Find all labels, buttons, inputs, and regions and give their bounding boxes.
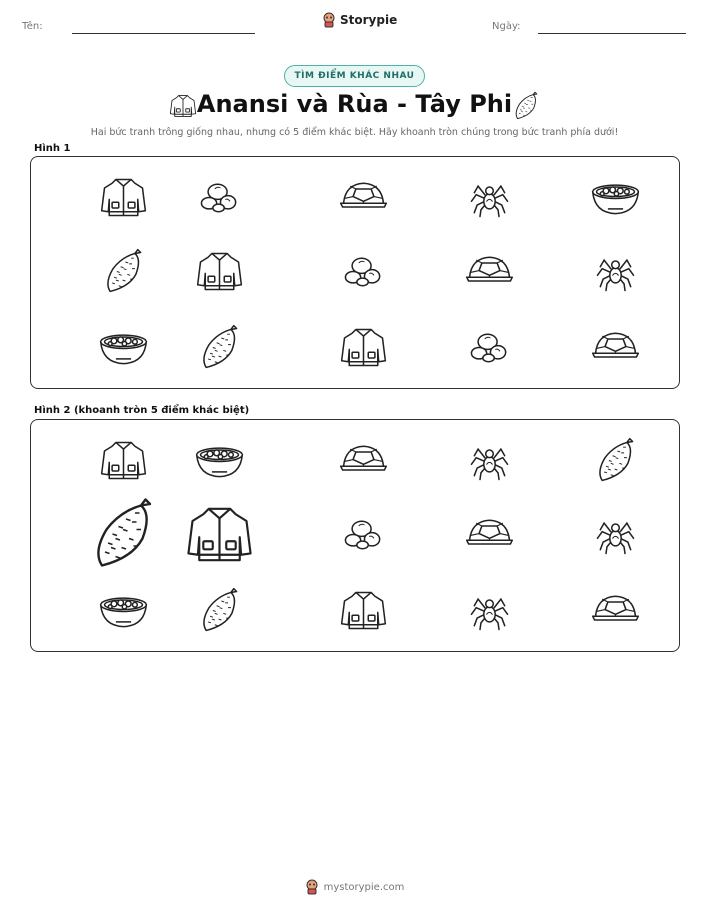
turtle-shell-icon xyxy=(461,243,518,300)
jacket-icon xyxy=(95,169,152,226)
yam-icon xyxy=(191,319,248,376)
rocks-icon xyxy=(335,243,392,300)
turtle-shell-icon xyxy=(335,169,392,226)
jacket-icon[interactable] xyxy=(335,582,392,639)
activity-badge: TÌM ĐIỂM KHÁC NHAU xyxy=(284,65,425,87)
picture-1-panel xyxy=(30,156,680,389)
name-line[interactable] xyxy=(72,33,255,34)
spider-icon[interactable] xyxy=(461,582,518,639)
brand-name: Storypie xyxy=(340,13,398,27)
page-title: Anansi và Rùa - Tây Phi xyxy=(196,90,513,118)
yam-icon[interactable] xyxy=(587,432,644,489)
stew-bowl-icon xyxy=(587,169,644,226)
spider-icon[interactable] xyxy=(587,506,644,563)
jacket-icon xyxy=(335,319,392,376)
stew-bowl-icon[interactable] xyxy=(95,582,152,639)
stew-bowl-icon[interactable] xyxy=(191,432,248,489)
yam-icon[interactable] xyxy=(78,489,168,579)
jacket-icon xyxy=(191,243,248,300)
yam-icon[interactable] xyxy=(191,582,248,639)
spider-icon xyxy=(461,169,518,226)
name-label: Tên: xyxy=(22,21,43,32)
rocks-icon xyxy=(461,319,518,376)
picture-2-panel[interactable] xyxy=(30,419,680,652)
date-label: Ngày: xyxy=(492,21,521,32)
turtle-shell-icon xyxy=(587,319,644,376)
footer xyxy=(0,879,709,895)
picture-1-label: Hình 1 xyxy=(34,143,71,154)
yam-icon xyxy=(95,243,152,300)
spider-icon[interactable] xyxy=(461,432,518,489)
storypie-logo-icon xyxy=(305,879,319,895)
spider-icon xyxy=(587,243,644,300)
instructions: Hai bức tranh trông giống nhau, nhưng có 5 điểm khác biệt. Hãy khoanh tròn chúng trong bức tranh phía dưới! xyxy=(90,127,619,138)
turtle-shell-icon[interactable] xyxy=(335,432,392,489)
date-line[interactable] xyxy=(538,33,686,34)
turtle-shell-icon[interactable] xyxy=(587,582,644,639)
rocks-icon xyxy=(191,169,248,226)
jacket-icon[interactable] xyxy=(179,494,260,575)
yam-icon xyxy=(512,90,540,122)
turtle-shell-icon[interactable] xyxy=(461,506,518,563)
footer-url[interactable]: mystorypie.com xyxy=(323,881,405,893)
stew-bowl-icon xyxy=(95,319,152,376)
jacket-icon[interactable] xyxy=(95,432,152,489)
rocks-icon[interactable] xyxy=(335,506,392,563)
storypie-logo-icon xyxy=(322,12,336,28)
brand xyxy=(322,12,397,28)
picture-2-label: Hình 2 (khoanh tròn 5 điểm khác biệt) xyxy=(34,405,250,416)
